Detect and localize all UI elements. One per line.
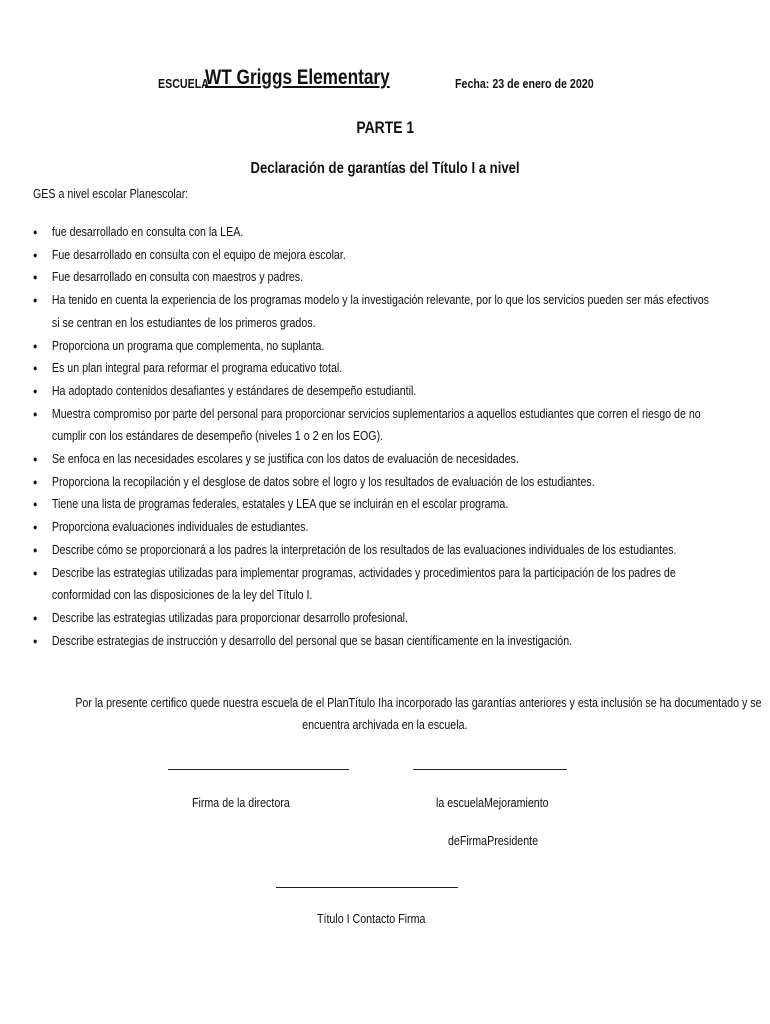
list-item: ● Proporciona evaluaciones individuales de estudiantes. xyxy=(33,516,714,539)
intro-text: GES a nivel escolar Planescolar: xyxy=(33,186,189,201)
certification-line-1: Por la presente certifico quede nuestra escuela de el PlanTítulo Iha incorporado las garantías anteriores y esta inclusión se ha documentado y se xyxy=(75,695,762,710)
improvement-signature-label-2: deFirmaPresidente xyxy=(448,833,539,848)
declaration-title: Declaración de garantías del Título I a nivel xyxy=(250,160,520,177)
improvement-signature-label-1: la escuelaMejoramiento xyxy=(436,795,549,810)
document-date: Fecha: 23 de enero de 2020 xyxy=(455,76,594,91)
list-item: ● Tiene una lista de programas federales, estatales y LEA que se incluirán en el escolar programa. xyxy=(33,493,714,516)
school-name: WT Griggs Elementary xyxy=(205,66,390,89)
principal-signature-line xyxy=(168,769,349,770)
certification-text xyxy=(0,692,770,736)
list-item: ● Muestra compromiso por parte del personal para proporcionar servicios suplementarios a aquellos estudiantes que corren el riesgo de no cumplir con los estándares de desempeño (niveles 1 o 2 en los EOG). xyxy=(33,403,714,448)
list-item: ● Proporciona un programa que complementa, no suplanta. xyxy=(33,335,714,358)
list-item: ● Fue desarrollado en consulta con maestros y padres. xyxy=(33,266,714,289)
improvement-signature-line xyxy=(413,769,567,770)
list-item: ● Ha tenido en cuenta la experiencia de los programas modelo y la investigación relevante, por lo que los servicios pueden ser más efectivos si se centran en los estudiantes de los primeros grados. xyxy=(33,289,714,334)
principal-signature-label: Firma de la directora xyxy=(192,795,290,810)
list-item: ● Describe cómo se proporcionará a los padres la interpretación de los resultados de las evaluaciones individuales de los estudiantes. xyxy=(33,539,714,562)
list-item: ● Describe las estrategias utilizadas para implementar programas, actividades y procedimientos para la participación de los padres de conformidad con las disposiciones de la ley del Título I. xyxy=(33,562,714,607)
part-heading: PARTE 1 xyxy=(356,118,414,137)
assurance-list xyxy=(33,221,714,652)
list-item: ● Es un plan integral para reformar el programa educativo total. xyxy=(33,357,714,380)
certification-line-2: encuentra archivada en la escuela. xyxy=(302,717,468,732)
school-label: ESCUELA: xyxy=(158,76,213,91)
list-item: ● Describe las estrategias utilizadas para proporcionar desarrollo profesional. xyxy=(33,607,714,630)
list-item: ● Proporciona la recopilación y el desglose de datos sobre el logro y los resultados de evaluación de los estudiantes. xyxy=(33,471,714,494)
list-item: ● fue desarrollado en consulta con la LEA. xyxy=(33,221,714,244)
contact-signature-line xyxy=(276,887,458,888)
contact-signature-label: Título I Contacto Firma xyxy=(317,911,426,926)
list-item: ● Se enfoca en las necesidades escolares y se justifica con los datos de evaluación de necesidades. xyxy=(33,448,714,471)
list-item: ● Fue desarrollado en consulta con el equipo de mejora escolar. xyxy=(33,244,714,267)
list-item: ● Ha adoptado contenidos desafiantes y estándares de desempeño estudiantil. xyxy=(33,380,714,403)
list-item: ● Describe estrategias de instrucción y desarrollo del personal que se basan científicamente en la investigación. xyxy=(33,630,714,653)
